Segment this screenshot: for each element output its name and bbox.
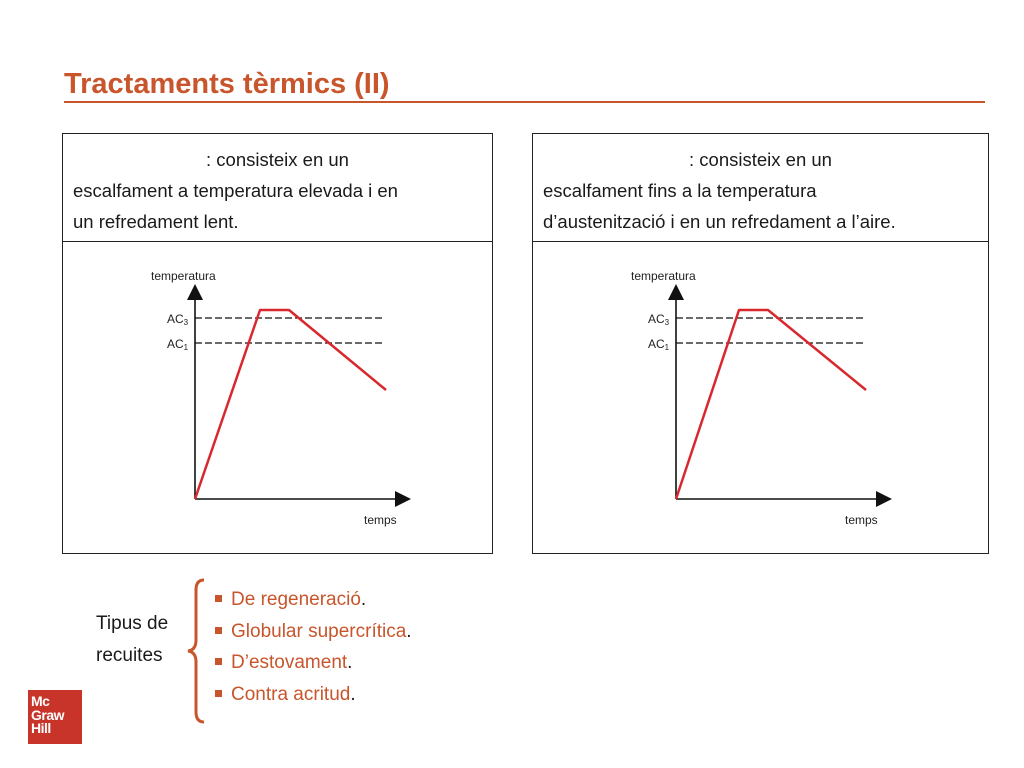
panel-left-line3: un refredament lent. [73,211,239,232]
list-item: D’estovament. [215,647,412,679]
types-label [96,608,168,672]
ac3-label: AC3 [167,312,189,327]
mcgraw-hill-logo: Mc Graw Hill [28,690,82,744]
panel-left-line2: escalfament a temperatura elevada i en [73,180,398,201]
y-axis-label: temperatura [151,269,216,283]
ac3-label: AC3 [648,312,670,327]
list-item: De regeneració. [215,584,412,616]
panel-left-description [63,134,492,242]
bullet-icon [215,595,222,602]
list-item: Globular supercrítica. [215,616,412,648]
types-label-line2: recuites [96,645,163,666]
x-axis-label: temps [364,513,397,527]
ac1-label: AC1 [167,337,189,352]
panel-right [532,133,989,554]
bullet-icon [215,690,222,697]
list-item: Contra acritud. [215,679,412,711]
slide-title: Tractaments tèrmics (II) [64,68,390,100]
y-axis-label: temperatura [631,269,696,283]
types-label-line1: Tipus de [96,613,169,634]
panel-left-chart [63,242,491,552]
panel-right-line3: d’austenització i en un refredament a l’aire. [543,211,896,232]
panel-right-chart [533,242,987,552]
panel-left [62,133,493,554]
panel-right-line1: : consisteix en un [689,149,832,170]
types-list [215,584,412,710]
ac1-label: AC1 [648,337,670,352]
x-axis-label: temps [845,513,878,527]
brace-icon [184,578,206,724]
panel-left-line1: : consisteix en un [206,149,349,170]
title-underline [64,101,985,103]
temperature-curve [676,310,866,499]
bullet-icon [215,658,222,665]
bullet-icon [215,627,222,634]
temperature-curve [195,310,386,499]
panel-right-description [533,134,988,242]
panel-right-line2: escalfament fins a la temperatura [543,180,817,201]
